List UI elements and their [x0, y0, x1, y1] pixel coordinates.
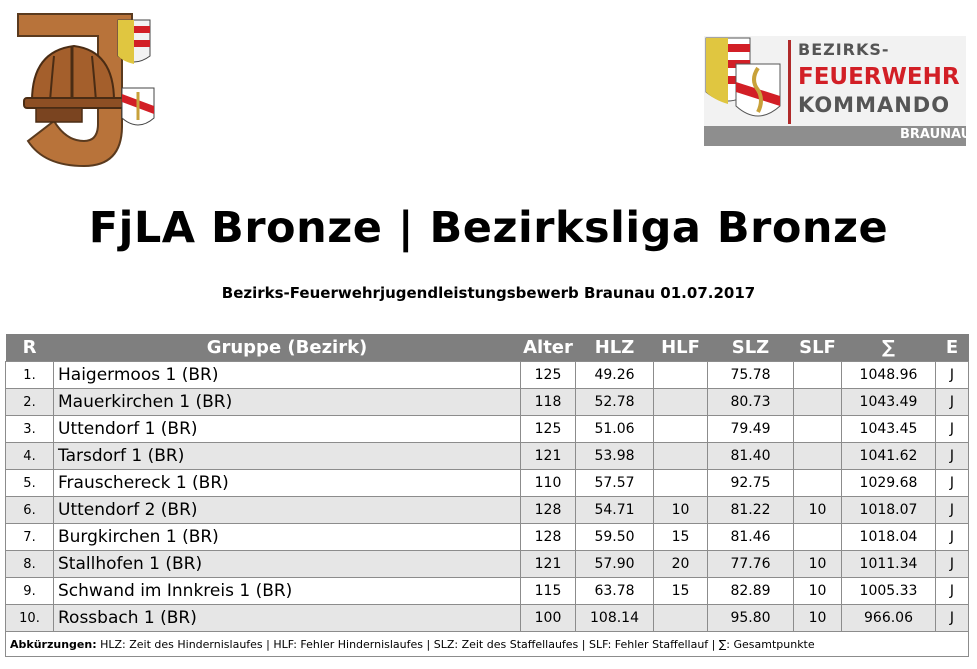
header-alter: Alter — [521, 334, 576, 362]
cell-slz: 79.49 — [708, 416, 794, 443]
bezirks-feuerwehr-kommando-logo — [700, 30, 970, 148]
header-hlf: HLF — [654, 334, 708, 362]
cell-rank: 4. — [6, 443, 54, 470]
table-row — [6, 389, 969, 416]
cell-e: J — [936, 578, 969, 605]
header-sum: ∑ — [842, 334, 936, 362]
cell-hlf — [654, 443, 708, 470]
cell-slf — [794, 524, 842, 551]
table-body — [6, 362, 969, 632]
cell-gruppe: Rossbach 1 (BR) — [54, 605, 521, 632]
cell-gruppe: Burgkirchen 1 (BR) — [54, 524, 521, 551]
cell-alter: 128 — [521, 497, 576, 524]
cell-hlf: 15 — [654, 578, 708, 605]
cell-e: J — [936, 497, 969, 524]
cell-hlz: 57.90 — [576, 551, 654, 578]
cell-alter: 125 — [521, 362, 576, 389]
cell-hlz: 49.26 — [576, 362, 654, 389]
logo-text-bezirks: BEZIRKS- — [798, 40, 890, 59]
cell-rank: 3. — [6, 416, 54, 443]
table-row — [6, 551, 969, 578]
cell-slz: 95.80 — [708, 605, 794, 632]
cell-gruppe: Tarsdorf 1 (BR) — [54, 443, 521, 470]
cell-alter: 118 — [521, 389, 576, 416]
cell-slf — [794, 362, 842, 389]
cell-alter: 125 — [521, 416, 576, 443]
table-row — [6, 416, 969, 443]
table-row — [6, 605, 969, 632]
cell-hlz: 53.98 — [576, 443, 654, 470]
cell-e: J — [936, 389, 969, 416]
cell-hlz: 57.57 — [576, 470, 654, 497]
header-slz: SLZ — [708, 334, 794, 362]
cell-gruppe: Uttendorf 1 (BR) — [54, 416, 521, 443]
cell-hlf: 15 — [654, 524, 708, 551]
cell-hlz: 59.50 — [576, 524, 654, 551]
legend-row — [6, 632, 969, 657]
header-slf: SLF — [794, 334, 842, 362]
cell-hlf — [654, 605, 708, 632]
header-e: E — [936, 334, 969, 362]
page-subtitle: Bezirks-Feuerwehrjugendleistungsbewerb Braunau 01.07.2017 — [221, 284, 756, 302]
cell-alter: 115 — [521, 578, 576, 605]
cell-hlf: 20 — [654, 551, 708, 578]
cell-rank: 6. — [6, 497, 54, 524]
cell-hlz: 54.71 — [576, 497, 654, 524]
cell-rank: 8. — [6, 551, 54, 578]
cell-gruppe: Mauerkirchen 1 (BR) — [54, 389, 521, 416]
cell-alter: 110 — [521, 470, 576, 497]
cell-rank: 1. — [6, 362, 54, 389]
cell-gruppe: Schwand im Innkreis 1 (BR) — [54, 578, 521, 605]
cell-slf: 10 — [794, 578, 842, 605]
logo-text-kommando: KOMMANDO — [798, 93, 951, 117]
cell-alter: 121 — [521, 443, 576, 470]
header-hlz: HLZ — [576, 334, 654, 362]
cell-slz: 81.40 — [708, 443, 794, 470]
cell-slf — [794, 389, 842, 416]
cell-gruppe: Uttendorf 2 (BR) — [54, 497, 521, 524]
cell-gruppe: Stallhofen 1 (BR) — [54, 551, 521, 578]
page-title: FjLA Bronze | Bezirksliga Bronze — [88, 203, 889, 253]
cell-slf — [794, 470, 842, 497]
cell-sum: 1011.34 — [842, 551, 936, 578]
cell-e: J — [936, 443, 969, 470]
results-table — [5, 334, 969, 657]
cell-slz: 80.73 — [708, 389, 794, 416]
logo-text-braunau: BRAUNAU — [900, 127, 972, 142]
cell-rank: 5. — [6, 470, 54, 497]
jugend-logo — [14, 6, 164, 171]
cell-e: J — [936, 362, 969, 389]
cell-e: J — [936, 551, 969, 578]
logo-text-feuerwehr: FEUERWEHR — [798, 64, 960, 90]
table-row — [6, 524, 969, 551]
cell-hlz: 108.14 — [576, 605, 654, 632]
header-rank: R — [6, 334, 54, 362]
cell-e: J — [936, 416, 969, 443]
cell-alter: 100 — [521, 605, 576, 632]
table-row — [6, 470, 969, 497]
cell-slf — [794, 443, 842, 470]
cell-slz: 75.78 — [708, 362, 794, 389]
cell-hlz: 63.78 — [576, 578, 654, 605]
cell-slz: 81.46 — [708, 524, 794, 551]
legend-label: Abkürzungen: — [10, 637, 97, 651]
legend-cell — [6, 632, 969, 657]
table-row — [6, 497, 969, 524]
cell-rank: 2. — [6, 389, 54, 416]
cell-sum: 1029.68 — [842, 470, 936, 497]
cell-e: J — [936, 524, 969, 551]
cell-sum: 1043.45 — [842, 416, 936, 443]
cell-rank: 10. — [6, 605, 54, 632]
table-row — [6, 443, 969, 470]
table-header-row — [6, 334, 969, 362]
cell-slz: 77.76 — [708, 551, 794, 578]
cell-hlf — [654, 470, 708, 497]
cell-sum: 1018.07 — [842, 497, 936, 524]
cell-hlf — [654, 416, 708, 443]
cell-sum: 1043.49 — [842, 389, 936, 416]
cell-sum: 966.06 — [842, 605, 936, 632]
cell-gruppe: Haigermoos 1 (BR) — [54, 362, 521, 389]
cell-alter: 121 — [521, 551, 576, 578]
cell-slf — [794, 416, 842, 443]
cell-slf: 10 — [794, 497, 842, 524]
cell-hlf: 10 — [654, 497, 708, 524]
cell-hlf — [654, 362, 708, 389]
cell-gruppe: Frauschereck 1 (BR) — [54, 470, 521, 497]
cell-slf: 10 — [794, 605, 842, 632]
cell-alter: 128 — [521, 524, 576, 551]
cell-hlf — [654, 389, 708, 416]
cell-slf: 10 — [794, 551, 842, 578]
cell-hlz: 52.78 — [576, 389, 654, 416]
cell-e: J — [936, 605, 969, 632]
cell-hlz: 51.06 — [576, 416, 654, 443]
cell-rank: 7. — [6, 524, 54, 551]
cell-sum: 1041.62 — [842, 443, 936, 470]
cell-sum: 1005.33 — [842, 578, 936, 605]
cell-sum: 1018.04 — [842, 524, 936, 551]
cell-sum: 1048.96 — [842, 362, 936, 389]
table-row — [6, 578, 969, 605]
cell-slz: 82.89 — [708, 578, 794, 605]
header-gruppe: Gruppe (Bezirk) — [54, 334, 521, 362]
cell-slz: 81.22 — [708, 497, 794, 524]
cell-slz: 92.75 — [708, 470, 794, 497]
legend-text: HLZ: Zeit des Hindernislaufes | HLF: Fehler Hindernislaufes | SLZ: Zeit des Staffellaufes | SLF: Fehler Staffellauf | ∑: Gesamtpunkte — [100, 637, 815, 651]
table-row — [6, 362, 969, 389]
cell-rank: 9. — [6, 578, 54, 605]
cell-e: J — [936, 470, 969, 497]
